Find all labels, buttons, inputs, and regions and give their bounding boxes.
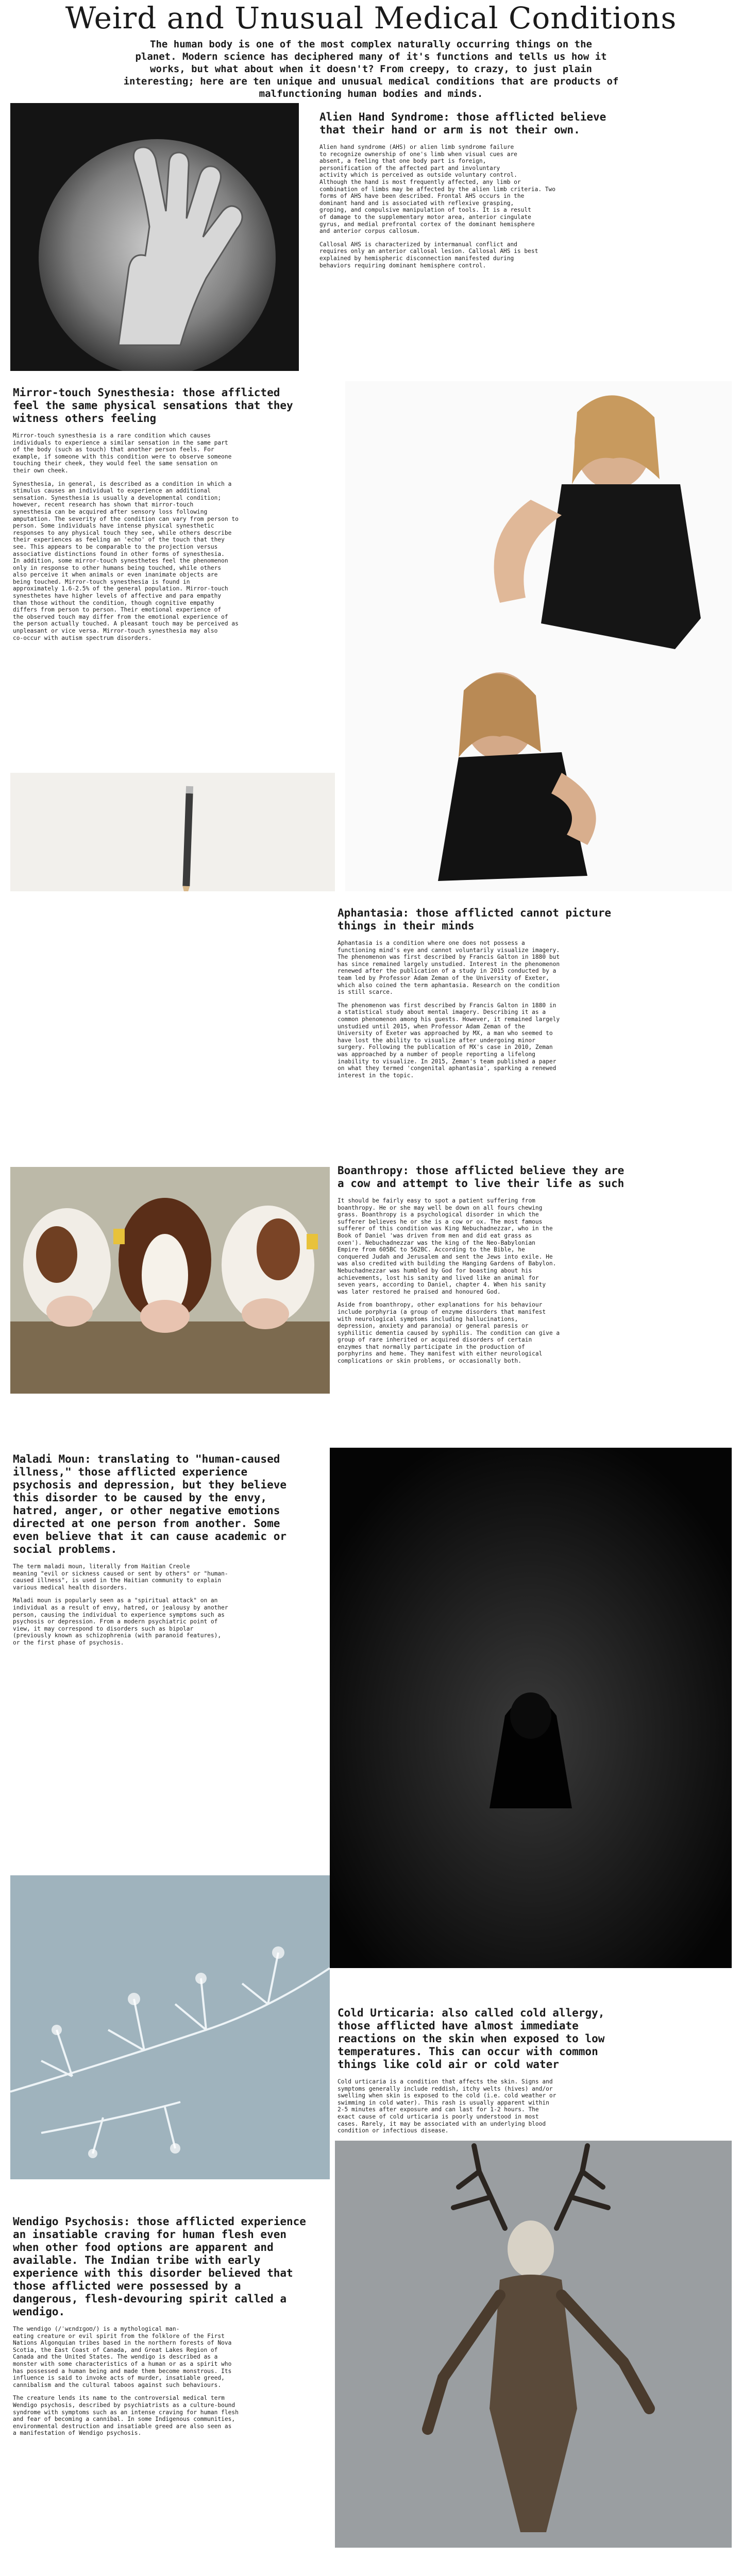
section-heading: Alien Hand Syndrome: those afflicted believe that their hand or arm is not their own. — [319, 111, 606, 136]
section-paragraph: The wendigo (/ˈwɛndɪɡoʊ/) is a mythological man- eating creature or evil spirit from the folklore of the First Nations Algonquian tribes based in the northern forests of Nova Scotia, the East Coast of Canada, and Great Lakes Region of Canada and the United States. The wendigo is described as a monster with some characteristics of a human or as a spirit who has possessed a human being and made them become monstrous. Its influence is said to invoke acts of murder, insatiable greed, cannibalism and the cultural taboos against such behaviours. — [13, 2326, 232, 2388]
section-wendigo — [13, 2215, 338, 2443]
section-paragraph: The creature lends its name to the controversial medical term Wendigo psychosis, described by psychiatrists as a culture-bound syndrome with symptoms such as an intense craving for human flesh and fear of becoming a cannibal. In some Indigenous communities, environmental destruction and insatiable greed are also seen as a manifestation of Wendigo psychosis. — [13, 2395, 239, 2437]
intro-paragraph: The human body is one of the most complex naturally occurring things on the planet. Modern science has deciphered many of it's functions and tells us how it works, but what about when it doesn't? From creepy, to crazy, to just plain interesting; here are ten unique and unusual medical conditions that are products of malfunctioning human bodies and minds. — [123, 39, 619, 99]
frost-photo — [10, 1875, 330, 2179]
section-paragraph: Aphantasia is a condition where one does not possess a functioning mind's eye and cannot voluntarily visualize imagery. The phenomenon was first described by Francis Galton in 1880 but has since remained largely unstudied. Interest in the phenomenon renewed after the publication of a study in 2015 conducted by a team led by Professor Adam Zeman of the University of Exeter, which also coined the term aphantasia. Research on the condition is still scarce. — [338, 940, 560, 996]
hand-photo — [10, 103, 299, 371]
section-paragraph: It should be fairly easy to spot a patient suffering from boanthropy. He or she may well be down on all fours chewing grass. Boanthropy is a psychological disorder in which the sufferer believes he or she is a cow or ox. The most famous sufferer of this condition was King Nebuchadnezzar, who in the Book of Daniel 'was driven from men and did eat grass as oxen'). Nebuchadnezzar was the king of the Neo-Babylonian Empire from 605BC to 562BC. According to the Bible, he conquered Judah and Jerusalem and sent the Jews into exile. He was also credited with building the Hanging Gardens of Babylon. Nebuchadnezzar was humbled by God for boasting about his achievements, lost his sanity and lived like an animal for seven years, according to Daniel, chapter 4. When his sanity was later restored he praised and honoured God. — [338, 1197, 556, 1295]
section-heading: Aphantasia: those afflicted cannot picture things in their minds — [338, 907, 612, 932]
section-mirror-touch — [13, 386, 335, 648]
section-alien-hand — [319, 111, 727, 275]
mirror-women-photo — [345, 381, 732, 891]
pencil-photo — [10, 773, 335, 891]
section-heading: Maladi Moun: translating to "human-caused illness," those afflicted experience psychosis and depression, but they believe this disorder to be caused by the envy, hatred, anger, or other negative emotions directed at one person from another. Some even believe that it can cause academic or social problems. — [13, 1453, 287, 1555]
section-paragraph: The term maladi moun, literally from Haitian Creole meaning "evil or sickness caused or sent by others" or "human- caused illness", is used in the Haitian community to explain various medical health disorders. — [13, 1563, 228, 1591]
page-title: Weird and Unusual Medical Conditions — [65, 1, 677, 36]
dark-figure-photo — [330, 1448, 732, 1968]
section-heading: Wendigo Psychosis: those afflicted experience an insatiable craving for human flesh even when other food options are apparent and available. The Indian tribe with early experience with this disorder believed that those afflicted were possessed by a dangerous, flesh-devouring spirit called a wendigo. — [13, 2215, 306, 2318]
section-cold-urticaria — [338, 2007, 729, 2141]
section-boanthropy — [338, 1164, 729, 1371]
section-paragraph: Alien hand syndrome (AHS) or alien limb syndrome failure to recognize ownership of one's limb when visual cues are absent, a feeling that one body part is foreign, personification of the affected part and involuntary activity which is perceived as outside voluntary control. Although the hand is most frequently affected, any limb or combination of limbs may be affected by the alien limb criteria. Two forms of AHS have been described. Frontal AHS occurs in the dominant hand and is associated with reflexive grasping, groping, and compulsive manipulation of tools. It is a result of damage to the supplementary motor area, anterior cingulate gyrus, and medial prefrontal cortex of the dominant hemisphere and anterior corpus callosum. — [319, 144, 556, 235]
section-paragraph: The phenomenon was first described by Francis Galton in 1880 in a statistical study about mental imagery. Describing it as a common phenomenon among his guests. However, it remained largely unstudied until 2015, when Professor Adam Zeman of the University of Exeter was approached by MX, a man who seemed to have lost the ability to visualize after undergoing minor surgery. Following the publication of MX's case in 2010, Zeman was approached by a number of people reporting a lifelong inability to visualize. In 2015, Zeman's team published a paper on what they termed 'congenital aphantasia', sparking a renewed interest in the topic. — [338, 1002, 560, 1079]
section-aphantasia — [338, 907, 729, 1085]
section-paragraph: Cold urticaria is a condition that affects the skin. Signs and symptoms generally include reddish, itchy welts (hives) and/or swelling when skin is exposed to the cold (i.e. cold weather or swimming in cold water). This rash is usually apparent within 2-5 minutes after exposure and can last for 1-2 hours. The exact cause of cold urticaria is poorly understood in most cases. Rarely, it may be associated with an underlying blood condition or infectious disease. — [338, 2078, 556, 2134]
section-maladi-moun — [13, 1453, 317, 1653]
section-paragraph: Aside from boanthropy, other explanations for his behaviour include porphyria (a group of enzyme disorders that manifest with neurological symptoms including hallucinations, depression, anxiety and paranoia) or general paresis or syphilitic dementia caused by syphilis. The condition can give a group of rare inherited or acquired disorders of certain enzymes that normally participate in the production of porphyrins and heme. They manifest with either neurological complications or skin problems, or occasionally both. — [338, 1301, 560, 1365]
section-paragraph: Mirror-touch synesthesia is a rare condition which causes individuals to experience a similar sensation in the same part of the body (such as touch) that another person feels. For example, if someone with this condition were to observe someone touching their cheek, they would feel the same sensation on their own cheek. — [13, 432, 232, 474]
section-heading: Boanthropy: those afflicted believe they are a cow and attempt to live their life as such — [338, 1164, 625, 1190]
section-paragraph: Maladi moun is popularly seen as a "spiritual attack" on an individual as a result of envy, hatred, or jealousy by another person, causing the individual to experience symptoms such as psychosis or depression. From a modern psychiatric point of view, it may correspond to disorders such as bipolar (previously known as schizophrenia (with paranoid features), or the first phase of psychosis. — [13, 1597, 228, 1646]
cows-photo — [10, 1167, 330, 1394]
section-paragraph: Callosal AHS is characterized by intermanual conflict and requires only an anterior callosal lesion. Callosal AHS is best explained by hemispheric disconnection manifested during behaviors requiring dominant hemisphere control. — [319, 241, 538, 269]
section-paragraph: Synesthesia, in general, is described as a condition in which a stimulus causes an individual to experience an additional sensation. Synesthesia is usually a developmental condition; however, recent research has shown that mirror-touch synesthesia can be acquired after sensory loss following amputation. The severity of the condition can vary from person to person. Some individuals have intense physical synesthetic responses to any physical touch they see, while others describe their experiences as feeling an 'echo' of the touch that they see. This appears to be comparable to the projection versus associative distinctions found in other forms of synesthesia. In addition, some mirror-touch synesthetes feel the phenomenon only in response to other humans being touched, while others also perceive it when animals or even inanimate objects are being touched. Mirror-touch synesthesia is found in approximately 1.6-2.5% of the general population. Mirror-touch synesthetes have higher levels of affective and para empathy than those without the condition, though cognitive empathy differs from person to person. Their emotional experience of the observed touch may differ from the emotional experience of the person actually touched. A pleasant touch may be perceived as unpleasant or vice versa. Mirror-touch synesthesia may also co-occur with autism spectrum disorders. — [13, 480, 239, 641]
wendigo-creature-photo — [335, 2141, 732, 2548]
section-heading: Cold Urticaria: also called cold allergy, those afflicted have almost immediate reactions on the skin when exposed to low temperatures. This can occur with common things like cold air or cold water — [338, 2007, 605, 2071]
section-heading: Mirror-touch Synesthesia: those afflicted feel the same physical sensations that they witness others feeling — [13, 386, 293, 425]
